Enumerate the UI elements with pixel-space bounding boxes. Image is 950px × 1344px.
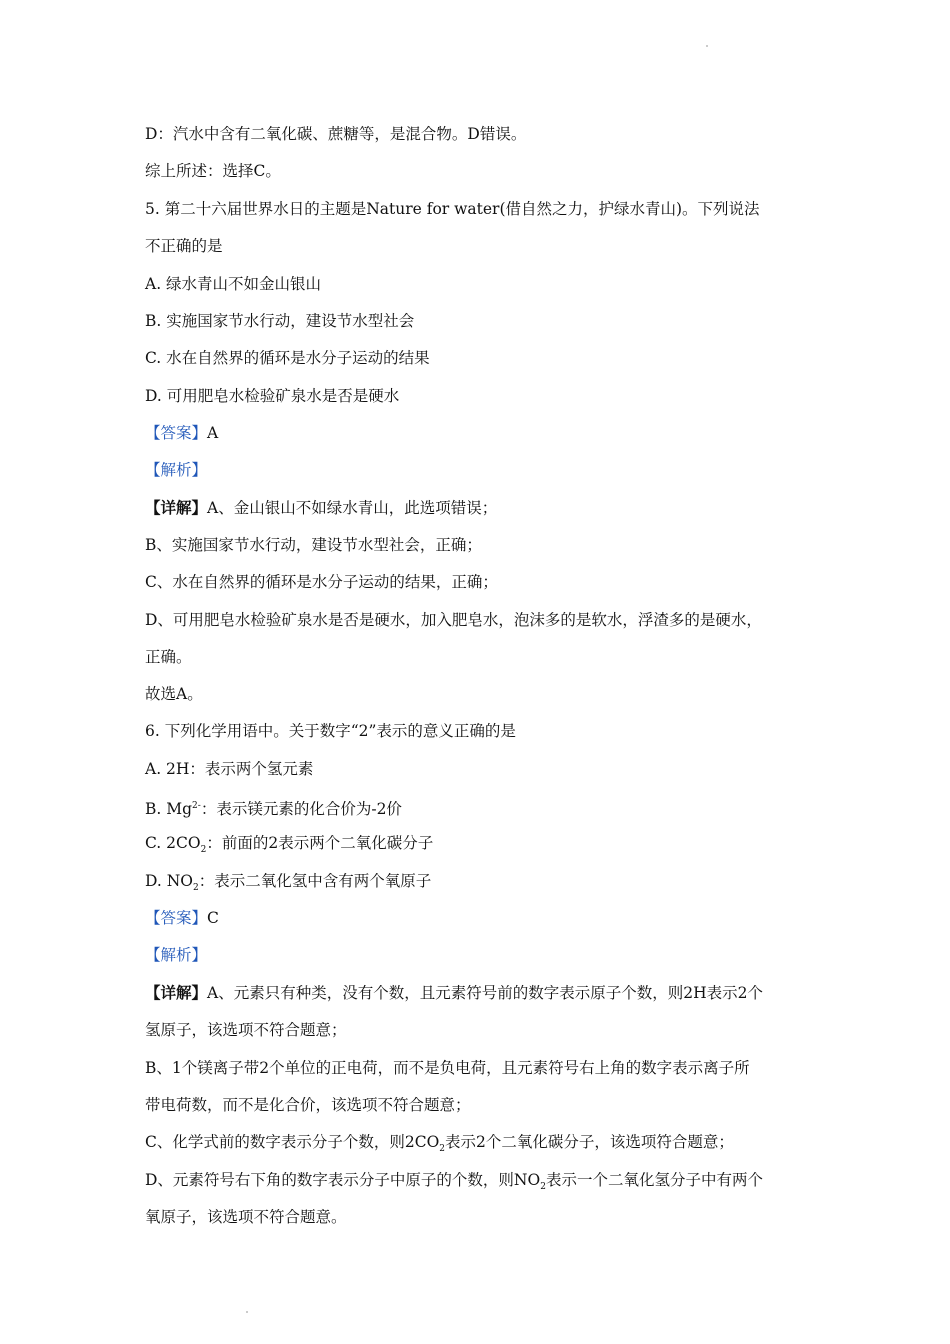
answer-tag: 【答案】 (145, 424, 208, 442)
option-d (145, 871, 431, 898)
text-post: 表示2个二氧化碳分子，该选项符合题意； (445, 1133, 734, 1151)
detail-line (145, 983, 763, 1003)
option-c (145, 833, 433, 860)
text-line: B、1个镁离子带2个单位的正电荷，而不是负电荷，且元素符号右上角的数字表示离子所 (145, 1059, 750, 1077)
answer-value: A (207, 424, 219, 442)
text-line: C、水在自然界的循环是水分子运动的结果，正确； (145, 573, 498, 591)
option-a: A. 绿水青山不如金山银山 (145, 275, 322, 293)
text-line (145, 1170, 763, 1197)
scan-speck (246, 1311, 248, 1313)
text-line: D、可用肥皂水检验矿泉水是否是硬水，加入肥皂水，泡沫多的是软水，浮渣多的是硬水， (145, 611, 762, 629)
text-line (145, 1132, 734, 1159)
question-6-stem: 6. 下列化学用语中。关于数字“2”表示的意义正确的是 (145, 722, 516, 740)
subscript: 2 (439, 1144, 446, 1155)
detail-text: A、元素只有种类，没有个数，且元素符号前的数字表示原子个数，则2H表示2个 (207, 984, 763, 1002)
subscript: 2 (193, 883, 199, 894)
text-line: 氢原子，该选项不符合题意； (145, 1021, 347, 1039)
text-line: 带电荷数，而不是化合价，该选项不符合题意； (145, 1096, 471, 1114)
text-line: 故选A。 (145, 685, 203, 703)
answer-value: C (207, 909, 219, 927)
option-c-post: ：前面的2表示两个二氧化碳分子 (206, 834, 434, 852)
question-5-stem-cont: 不正确的是 (145, 237, 223, 255)
text-line: 氧原子，该选项不符合题意。 (145, 1208, 347, 1226)
text-line: B、实施国家节水行动，建设节水型社会，正确； (145, 536, 482, 554)
charge-superscript: 2- (192, 801, 201, 811)
subscript: 2 (200, 845, 207, 856)
answer-tag: 【答案】 (145, 909, 208, 927)
option-b (145, 796, 402, 819)
detail-text: A、金山银山不如绿水青山，此选项错误； (207, 499, 498, 517)
option-c-pre: C. 2CO (145, 834, 201, 852)
question-5-stem: 5. 第二十六届世界水日的主题是Nature for water(借自然之力，护绿水青山)。下列说法 (145, 200, 760, 218)
option-d-post: ：表示二氧化氢中含有两个氧原子 (198, 872, 432, 890)
text-line: 综上所述：选择C。 (145, 162, 281, 180)
text-pre: C、化学式前的数字表示分子个数，则2CO (145, 1133, 440, 1151)
option-d-pre: D. NO (145, 872, 193, 890)
analysis-line (145, 945, 207, 965)
text-post: 表示一个二氧化氢分子中有两个 (545, 1171, 763, 1189)
analysis-tag: 【解析】 (145, 946, 208, 964)
subscript: 2 (540, 1182, 546, 1193)
text-pre: D、元素符号右下角的数字表示分子中原子的个数，则NO (145, 1171, 541, 1189)
option-b-post: ：表示镁元素的化合价为-2价 (200, 800, 402, 819)
detail-tag: 【详解】 (145, 498, 208, 517)
option-d: D. 可用肥皂水检验矿泉水是否是硬水 (145, 387, 400, 405)
option-b-pre: B. Mg (145, 800, 193, 819)
option-b: B. 实施国家节水行动，建设节水型社会 (145, 312, 415, 330)
detail-tag: 【详解】 (145, 983, 208, 1002)
detail-line (145, 498, 497, 518)
answer-line (145, 908, 219, 928)
text-line: 正确。 (145, 648, 192, 666)
option-c: C. 水在自然界的循环是水分子运动的结果 (145, 349, 430, 367)
text-line: D：汽水中含有二氧化碳、蔗糖等，是混合物。D错误。 (145, 125, 527, 143)
analysis-line (145, 460, 207, 480)
scan-speck (706, 45, 708, 47)
answer-line (145, 423, 218, 443)
analysis-tag: 【解析】 (145, 461, 208, 479)
option-a: A. 2H：表示两个氢元素 (145, 760, 314, 778)
